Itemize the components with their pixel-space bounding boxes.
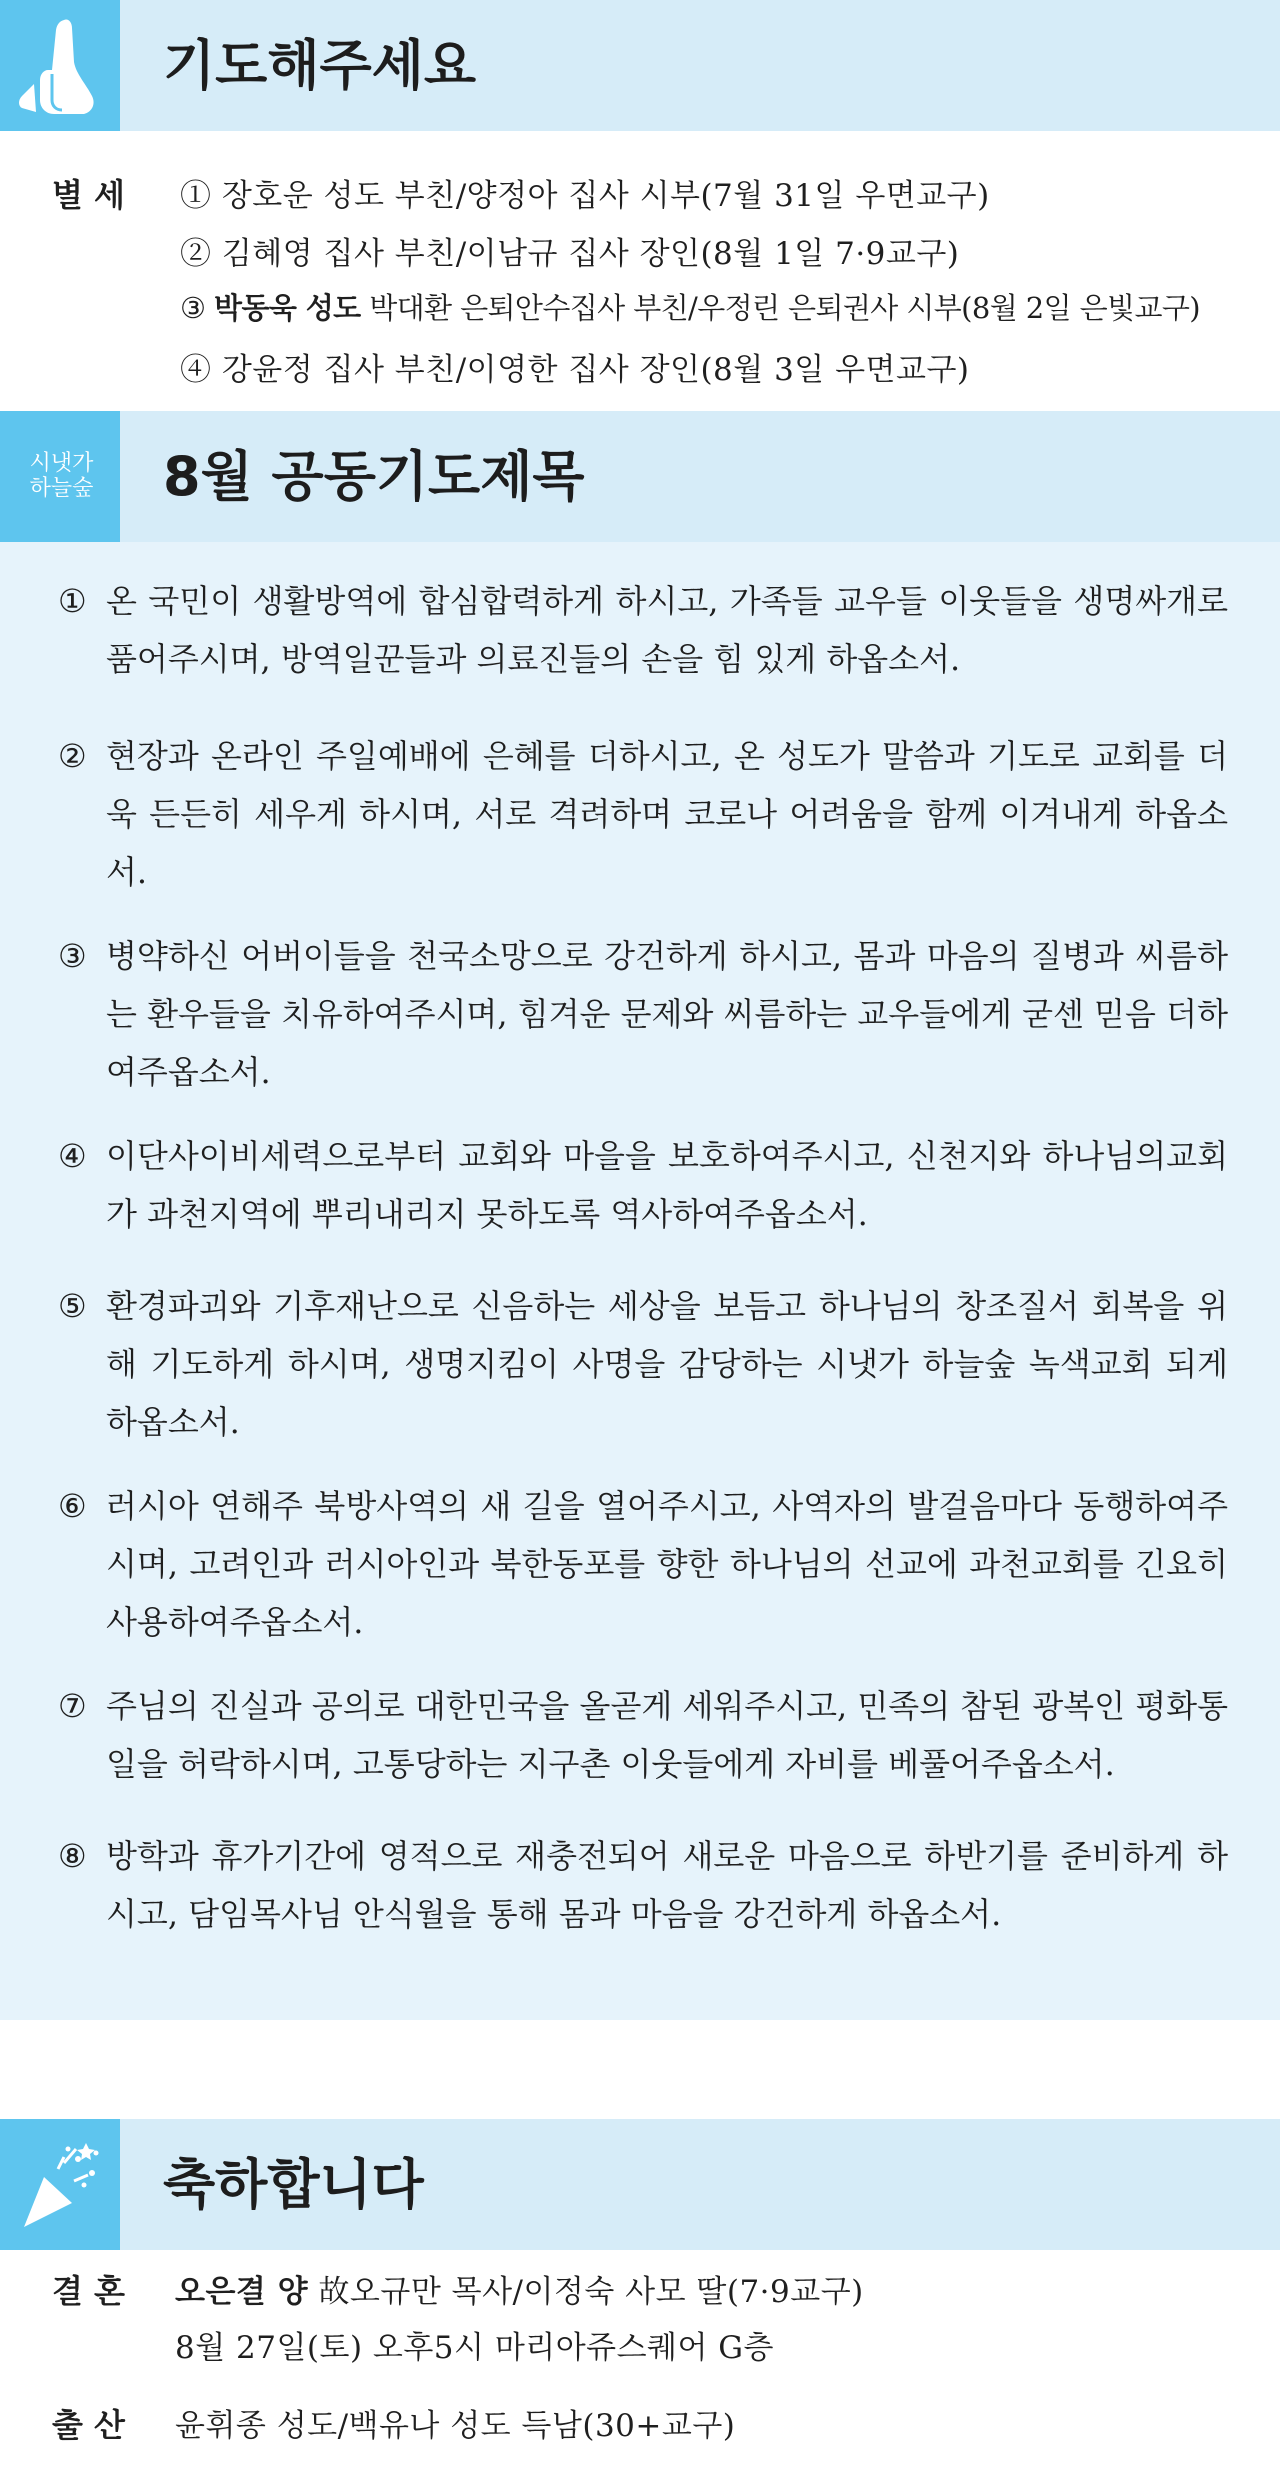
celebration-icon-box [0, 2119, 120, 2250]
birth-info: 윤휘종 성도/백유나 성도 득남(30+교구) [175, 2408, 736, 2444]
party-popper-icon [0, 2119, 120, 2250]
funeral-item: ③ 박동욱 성도 박대환 은퇴안수집사 부친/우정린 은퇴권사 시부(8월 2일 은빛교구) [180, 291, 1201, 325]
church-logo-box [0, 411, 120, 542]
prayer-item: ② 현장과 온라인 주일예배에 은혜를 더하시고, 온 성도가 말씀과 기도로 교회를 더욱 든든히 세우게 하시며, 서로 격려하며 코로나 어려움을 함께 이겨내게 하옵소서. [58, 737, 1228, 891]
prayer-request-title: 기도해주세요 [163, 34, 476, 97]
prayer-item: ⑥ 러시아 연해주 북방사역의 새 길을 열어주시고, 사역자의 발걸음마다 동행하여주시며, 고려인과 러시아인과 북한동포를 향한 하나님의 선교에 과천교회를 긴요히 사용하여주옵소서. [58, 1487, 1228, 1641]
prayer-item: ① 온 국민이 생활방역에 합심합력하게 하시고, 가족들 교우들 이웃들을 생명싸개로 품어주시며, 방역일꾼들과 의료진들의 손을 힘 있게 하옵소서. [58, 582, 1228, 678]
wedding-label: 결 혼 [52, 2272, 125, 2310]
church-logo: 시냇가 하늘숲 [29, 451, 94, 501]
common-prayer-list [0, 542, 1280, 2020]
prayer-item: ⑦ 주님의 진실과 공의로 대한민국을 올곧게 세워주시고, 민족의 참된 광복인 평화통일을 허락하시며, 고통당하는 지구촌 이웃들에게 자비를 베풀어주옵소서. [58, 1687, 1228, 1783]
funeral-item: ④ 강윤정 집사 부친/이영한 집사 장인(8월 3일 우면교구) [180, 352, 970, 388]
wedding-info: 오은결 양 故오규만 목사/이정숙 사모 딸(7·9교구) [175, 2274, 864, 2310]
prayer-item: ③ 병약하신 어버이들을 천국소망으로 강건하게 하시고, 몸과 마음의 질병과 씨름하는 환우들을 치유하여주시며, 힘겨운 문제와 씨름하는 교우들에게 굳센 믿음 더하여주옵소서. [58, 937, 1228, 1091]
birth-label: 출 산 [52, 2406, 125, 2444]
common-prayer-header [0, 411, 1280, 542]
prayer-request-header [0, 0, 1280, 131]
common-prayer-title: 8월 공동기도제목 [163, 445, 585, 508]
wedding-schedule: 8월 27일(토) 오후5시 마리아쥬스퀘어 G층 [175, 2330, 775, 2366]
congratulations-header [0, 2119, 1280, 2250]
congratulations-title: 축하합니다 [163, 2153, 424, 2216]
funeral-item: ② 김혜영 집사 부친/이남규 집사 장인(8월 1일 7·9교구) [180, 236, 960, 272]
prayer-item: ④ 이단사이비세력으로부터 교회와 마을을 보호하여주시고, 신천지와 하나님의교회가 과천지역에 뿌리내리지 못하도록 역사하여주옵소서. [58, 1137, 1228, 1233]
prayer-icon-box [0, 0, 120, 131]
prayer-item: ⑧ 방학과 휴가기간에 영적으로 재충전되어 새로운 마음으로 하반기를 준비하게 하시고, 담임목사님 안식월을 통해 몸과 마음을 강건하게 하옵소서. [58, 1837, 1228, 1933]
praying-hands-icon [0, 0, 120, 131]
funeral-item: ① 장호운 성도 부친/양정아 집사 시부(7월 31일 우면교구) [180, 178, 990, 214]
prayer-item: ⑤ 환경파괴와 기후재난으로 신음하는 세상을 보듬고 하나님의 창조질서 회복을 위해 기도하게 하시며, 생명지킴이 사명을 감당하는 시냇가 하늘숲 녹색교회 되게 하옵소서. [58, 1287, 1228, 1441]
funeral-label: 별 세 [52, 176, 125, 214]
